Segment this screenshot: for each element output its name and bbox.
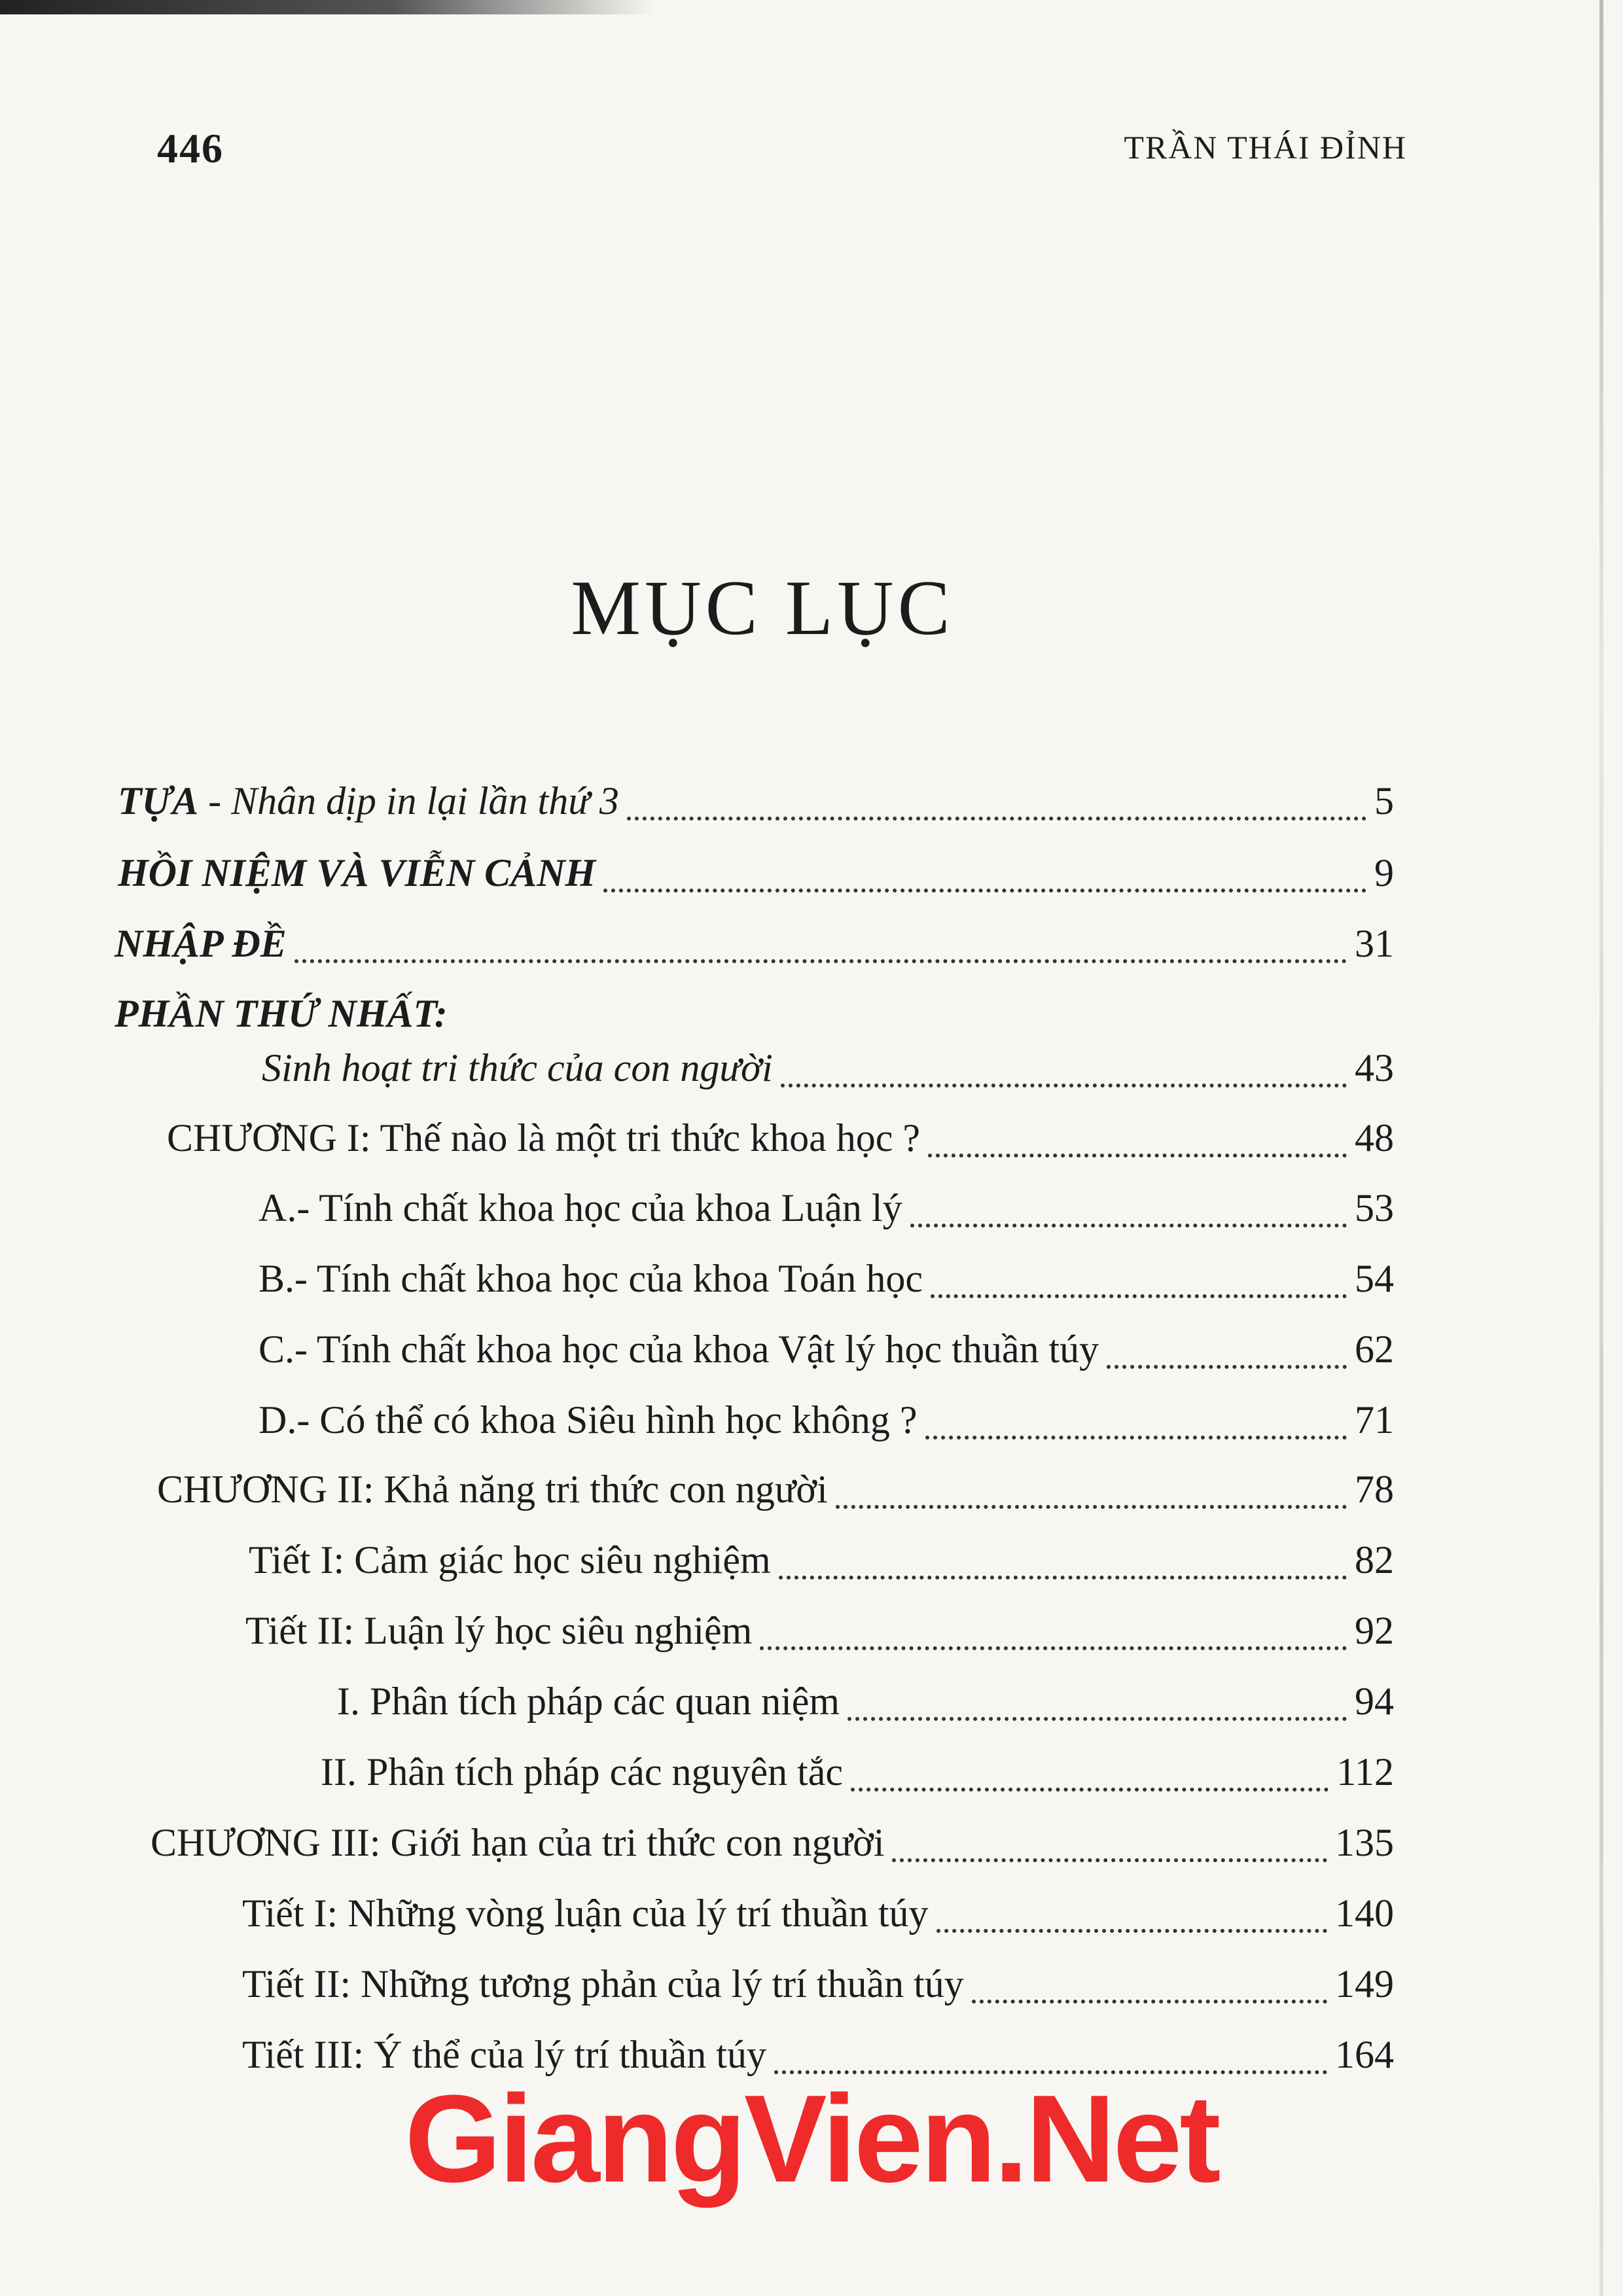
toc-leader-dots (760, 1646, 1347, 1650)
toc-entry-page: 164 (1335, 2033, 1394, 2076)
toc-entry-page: 48 (1355, 1116, 1394, 1159)
toc-entry-label: CHƯƠNG I: Thế nào là một tri thức khoa học ? (167, 1116, 921, 1159)
toc-entry-page: 53 (1355, 1186, 1394, 1229)
toc-leader-dots (836, 1505, 1347, 1509)
toc-entry-tiet-2-tuong-phan (242, 1962, 1394, 2021)
toc-leader-dots (925, 1436, 1347, 1439)
toc-leader-dots (847, 1717, 1347, 1721)
toc-entry-label: C.- Tính chất khoa học của khoa Vật lý học thuần túy (259, 1328, 1099, 1371)
toc-entry-tiet-1 (249, 1538, 1394, 1597)
toc-leader-dots (892, 1858, 1327, 1862)
toc-entry-c (259, 1327, 1394, 1386)
page-title: MỤC LỤC (571, 564, 954, 651)
scan-edge-top (0, 0, 654, 14)
toc-entry-tua (118, 779, 1394, 838)
toc-entry-a (259, 1186, 1394, 1245)
toc-leader-dots (972, 2000, 1327, 2004)
toc-entry-page: 71 (1355, 1398, 1394, 1441)
watermark-logo: GiangVien.Net (404, 2070, 1219, 2208)
toc-leader-dots (1107, 1365, 1347, 1369)
toc-entry-tiet-1-vong-luan (242, 1891, 1394, 1950)
toc-leader-dots (936, 1929, 1327, 1933)
toc-entry-page: 149 (1335, 1962, 1394, 2005)
page-header (157, 124, 1407, 177)
toc-entry-page: 5 (1374, 779, 1394, 822)
toc-entry-page: 140 (1335, 1892, 1394, 1935)
toc-entry-label: D.- Có thể có khoa Siêu hình học không ? (259, 1398, 918, 1441)
toc-leader-dots (910, 1224, 1347, 1227)
toc-entry-label: B.- Tính chất khoa học của khoa Toán học (259, 1257, 923, 1300)
toc-leader-dots (931, 1294, 1347, 1298)
toc-entry-page: 94 (1355, 1680, 1394, 1723)
toc-entry-page: 9 (1374, 851, 1394, 894)
toc-entry-chuong-2 (157, 1467, 1394, 1526)
toc-entry-d (259, 1398, 1394, 1457)
toc-entry-label: Tiết I: Cảm giác học siêu nghiệm (249, 1538, 771, 1581)
toc-entry-label: I. Phân tích pháp các quan niệm (337, 1680, 840, 1723)
toc-entry-b (259, 1256, 1394, 1315)
toc-entry-page: 112 (1336, 1750, 1394, 1793)
toc-entry-page: 82 (1355, 1538, 1394, 1581)
toc-entry-page: 135 (1335, 1821, 1394, 1864)
toc-entry-sinh-hoat (262, 1046, 1394, 1104)
toc-entry-label: Tiết I: Những vòng luận của lý trí thuần túy (242, 1892, 929, 1935)
toc-leader-dots (294, 959, 1347, 963)
toc-entry-hoi-niem (118, 851, 1394, 910)
toc-entry-label: CHƯƠNG II: Khả năng tri thức con người (157, 1468, 828, 1511)
toc-entry-page: 92 (1355, 1609, 1394, 1652)
toc-leader-dots (627, 817, 1366, 821)
toc-entry-page: 54 (1355, 1257, 1394, 1300)
toc-leader-dots (781, 1084, 1347, 1087)
toc-entry-page: 62 (1355, 1328, 1394, 1371)
toc-entry-label: Tiết II: Những tương phản của lý trí thuần túy (242, 1962, 964, 2005)
scan-edge-right (1599, 0, 1603, 2296)
toc-entry-page: 43 (1355, 1046, 1394, 1089)
toc-entry-ii-nguyen-tac (321, 1750, 1394, 1809)
toc-entry-label: Sinh hoạt tri thức của con người (262, 1046, 773, 1089)
toc-entry-nhap-de (115, 921, 1394, 980)
toc-entry-label: PHẦN THỨ NHẤT: (115, 992, 448, 1035)
toc-part-heading (115, 991, 1394, 1050)
page-number: 446 (157, 125, 224, 171)
toc-entry-page: 78 (1355, 1468, 1394, 1511)
toc-entry-label: TỰA - Nhân dịp in lại lần thứ 3 (118, 779, 619, 822)
toc-entry-label: II. Phân tích pháp các nguyên tắc (321, 1750, 844, 1793)
toc-entry-chuong-1 (167, 1116, 1394, 1174)
toc-leader-dots (851, 1788, 1329, 1792)
toc-entry-label: Tiết II: Luận lý học siêu nghiệm (245, 1609, 753, 1652)
toc-entry-tiet-2 (245, 1608, 1394, 1667)
toc-leader-dots (779, 1576, 1347, 1580)
toc-leader-dots (603, 889, 1366, 892)
toc-leader-dots (928, 1154, 1347, 1157)
toc-entry-label: HỒI NIỆM VÀ VIỄN CẢNH (118, 851, 596, 894)
toc-entry-label: Tiết III: Ý thể của lý trí thuần túy (242, 2033, 766, 2076)
toc-entry-label: A.- Tính chất khoa học của khoa Luận lý (259, 1186, 902, 1229)
toc-entry-label: NHẬP ĐỀ (115, 922, 287, 965)
toc-entry-page: 31 (1355, 922, 1394, 965)
toc-entry-i-quan-niem (337, 1679, 1394, 1738)
running-head-author: TRẦN THÁI ĐỈNH (1124, 129, 1407, 166)
toc-entry-chuong-3 (151, 1820, 1394, 1879)
toc-entry-label: CHƯƠNG III: Giới hạn của tri thức con người (151, 1821, 885, 1864)
